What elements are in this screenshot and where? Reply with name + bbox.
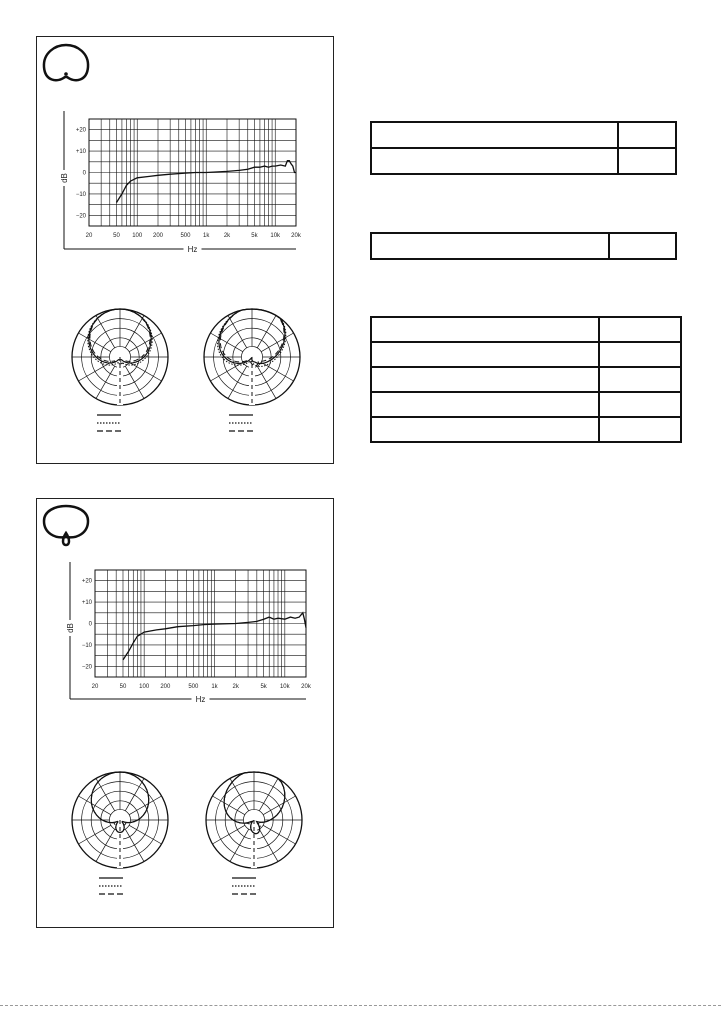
polar-spoke: [125, 366, 144, 398]
polar-spoke: [259, 829, 278, 861]
supercardioid-polar-plot-left: [72, 772, 168, 868]
polar-spoke: [96, 315, 115, 347]
polar-spoke: [261, 362, 293, 381]
polar-spoke: [210, 333, 242, 352]
table-cell: [371, 342, 599, 367]
y-tick-label: +20: [81, 578, 92, 585]
table-cell: [599, 417, 681, 442]
cardioid-polar-legend-left: [97, 415, 121, 431]
polar-spoke: [129, 333, 161, 352]
y-tick-label: −10: [75, 191, 86, 198]
polar-spoke: [261, 333, 293, 352]
table-cell: [371, 148, 618, 174]
x-tick-label: 5k: [251, 233, 258, 239]
polar-spoke: [129, 825, 161, 844]
y-tick-label: −20: [75, 213, 86, 220]
polar-spoke: [257, 315, 276, 347]
polar-spoke: [212, 825, 244, 844]
polar-spoke: [125, 315, 144, 347]
polar-spoke: [125, 778, 144, 810]
y-tick-label: +10: [81, 600, 92, 607]
cardioid-pattern-icon: [44, 45, 88, 80]
x-tick-label: 500: [188, 684, 199, 690]
table-row: [371, 367, 681, 392]
table-row: [371, 342, 681, 367]
polar-spoke: [78, 825, 110, 844]
polar-spoke: [125, 829, 144, 861]
table-row: [371, 148, 676, 174]
x-tick-label: 1k: [211, 684, 218, 690]
x-tick-label: 10k: [279, 684, 290, 690]
x-tick-label: 100: [139, 684, 150, 690]
x-axis-label: Hz: [187, 245, 198, 254]
table-cell: [599, 342, 681, 367]
x-tick-label: 5k: [260, 684, 267, 690]
x-tick-label: 20: [85, 233, 93, 239]
y-tick-label: −10: [81, 642, 92, 649]
cardioid-panel-graphics: [37, 37, 333, 463]
table-row: [371, 392, 681, 417]
supercardioid-polar-legend-right: [232, 878, 256, 894]
table-cell: [618, 148, 676, 174]
table-cell: [618, 122, 676, 148]
y-tick-label: 0: [82, 170, 86, 177]
table-cell: [371, 233, 609, 259]
polar-spoke: [230, 829, 249, 861]
spec-table-2: [370, 232, 677, 260]
polar-spoke: [96, 829, 115, 861]
cardioid-polar-legend-right: [229, 415, 253, 431]
polar-spoke: [228, 315, 247, 347]
table-cell: [609, 233, 676, 259]
y-axis-label: dB: [60, 173, 69, 183]
y-tick-label: +10: [75, 149, 86, 156]
supercardioid-panel-graphics: [37, 499, 333, 927]
x-tick-label: 50: [119, 684, 127, 690]
table-cell: [599, 317, 681, 342]
cardioid-polar-plot-left: [72, 309, 168, 405]
table-cell: [599, 367, 681, 392]
table-cell: [371, 417, 599, 442]
y-tick-label: −20: [81, 664, 92, 671]
x-tick-label: 100: [132, 233, 143, 239]
x-tick-label: 20k: [291, 233, 301, 239]
table-cell: [599, 392, 681, 417]
x-tick-label: 200: [160, 684, 171, 690]
page-bottom-rule: [0, 1005, 721, 1006]
polar-spoke: [228, 366, 247, 398]
table-cell: [371, 317, 599, 342]
supercardioid-frequency-chart: [66, 562, 312, 704]
spec-table-1: [370, 121, 677, 175]
cardioid-panel: [36, 36, 334, 464]
table-cell: [371, 392, 599, 417]
x-tick-label: 50: [113, 233, 120, 239]
polar-spoke: [129, 362, 161, 381]
spec-table-3: [370, 316, 682, 443]
x-tick-label: 500: [180, 233, 191, 239]
polar-spoke: [96, 366, 115, 398]
y-tick-label: +20: [75, 127, 86, 134]
cardioid-frequency-chart: [60, 111, 302, 254]
table-row: [371, 122, 676, 148]
x-tick-label: 1k: [203, 233, 210, 239]
supercardioid-polar-legend-left: [99, 878, 123, 894]
cardioid-polar-plot-right: [204, 309, 300, 405]
polar-spoke: [263, 825, 295, 844]
supercardioid-panel: [36, 498, 334, 928]
x-tick-label: 10k: [270, 233, 281, 239]
x-tick-label: 2k: [232, 684, 239, 690]
polar-spoke: [96, 778, 115, 810]
x-axis-label: Hz: [195, 695, 206, 704]
x-tick-label: 2k: [223, 233, 231, 239]
table-row: [371, 317, 681, 342]
polar-spoke: [257, 366, 276, 398]
table-row: [371, 233, 676, 259]
polar-spoke: [78, 333, 110, 352]
table-cell: [371, 367, 599, 392]
polar-spoke: [259, 778, 278, 810]
supercardioid-polar-plot-right: [206, 772, 302, 868]
table-cell: [371, 122, 618, 148]
polar-spoke: [212, 796, 244, 815]
y-axis-label: dB: [66, 623, 75, 633]
table-row: [371, 417, 681, 442]
supercardioid-pattern-icon: [44, 506, 88, 545]
polar-spoke: [230, 778, 249, 810]
x-tick-label: 20: [91, 684, 99, 690]
y-tick-label: 0: [88, 621, 92, 628]
x-tick-label: 200: [152, 233, 164, 239]
x-tick-label: 20k: [301, 684, 311, 690]
